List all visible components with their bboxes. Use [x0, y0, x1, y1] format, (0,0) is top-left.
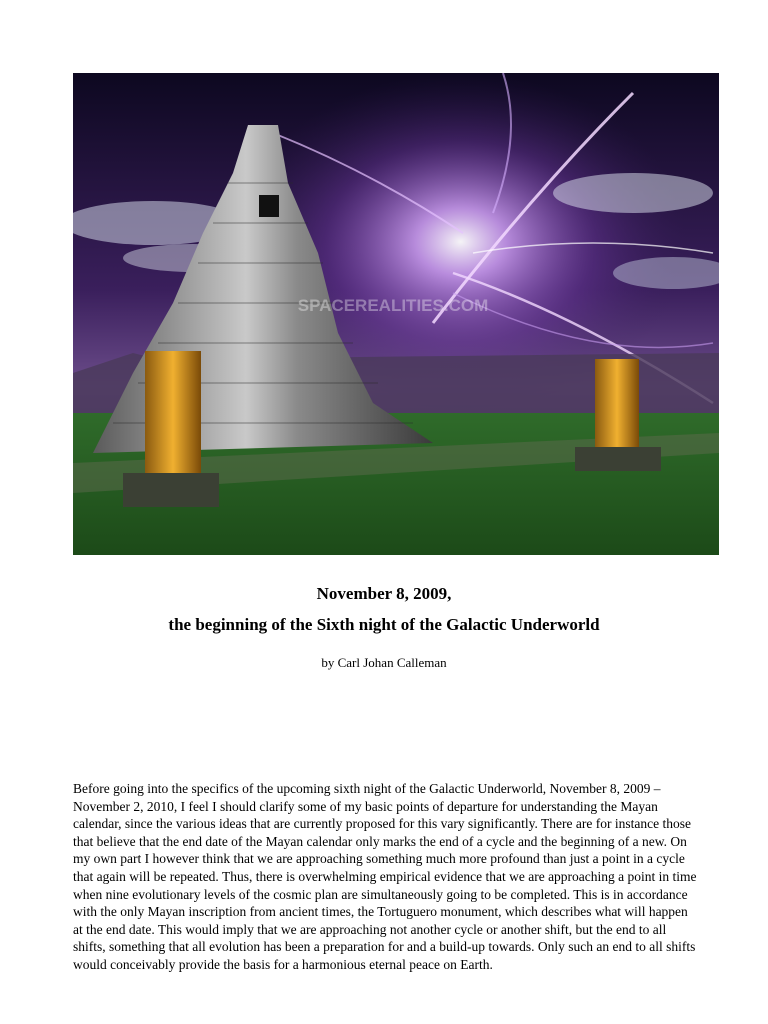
watermark-text: SPACEREALITIES.COM — [297, 296, 489, 315]
hero-image — [73, 73, 719, 555]
author-byline: by Carl Johan Calleman — [321, 655, 447, 670]
article-paragraph: Before going into the specifics of the upcoming sixth night of the Galactic Underworld, November 8, 2009 – November 2, 2010, I feel I should clarify some of my basic points of departure for understanding the Mayan calendar, since the various ideas that are currently proposed for this vary significantly. There are for instance those that believe that the end date of the Mayan calendar only marks the end of a cycle and the beginning of a new. On my own part I however think that we are approaching something much more profound than just a point in a cycle that again will be repeated. Thus, there is overwhelming empirical evidence that we are approaching a point in time when nine evolutionary levels of the cosmic plan are simultaneously going to be completed. This is in accordance with the only Mayan inscription from ancient times, the Tortuguero monument, which describes what will happen at the end date. This would imply that we are approaching not another cycle or another shift, but the end to all shifts, something that all evolution has been a preparation for and a build-up towards. Only such an end to all shifts would conceivably provide the basis for a harmonious eternal peace on Earth. — [73, 781, 697, 972]
pyramid-illustration — [73, 73, 719, 555]
article-title-line2: the beginning of the Sixth night of the Galactic Underworld — [168, 615, 600, 634]
article-title-line1: November 8, 2009, — [316, 584, 452, 603]
